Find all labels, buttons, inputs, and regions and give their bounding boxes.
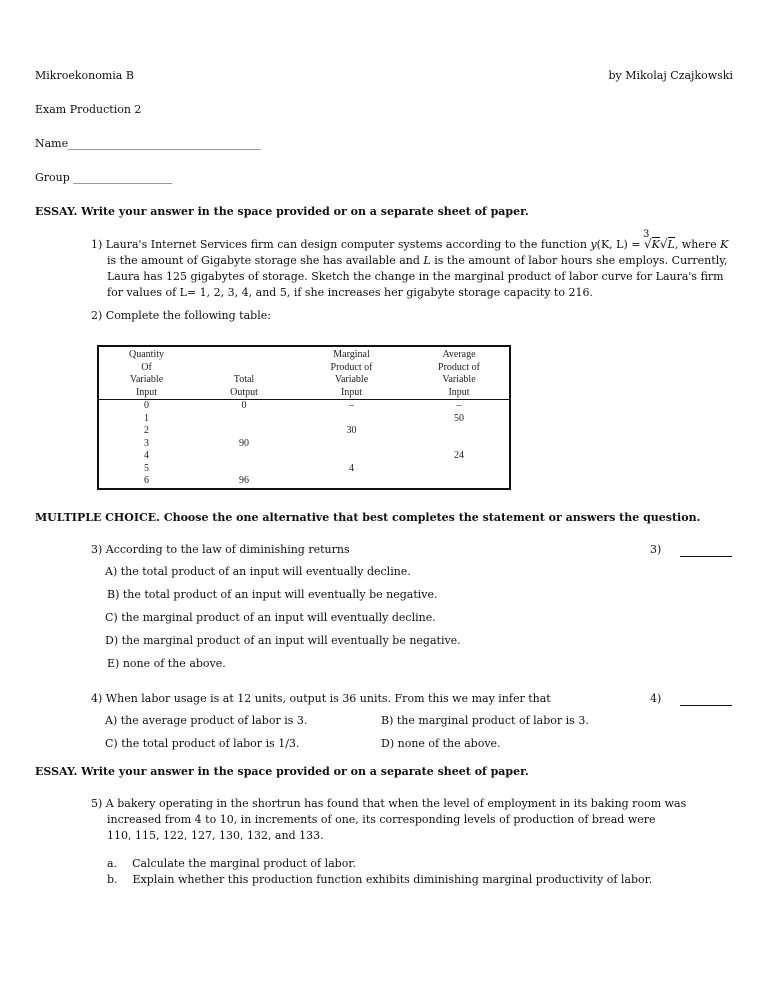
question-number: 2) bbox=[91, 309, 103, 322]
name-field[interactable]: Name___________________________________ bbox=[35, 137, 261, 150]
q4-option-c[interactable]: C) the total product of labor is 1/3. bbox=[105, 737, 300, 750]
answer-label-4: 4) bbox=[650, 692, 662, 705]
q3-option-c[interactable]: C) the marginal product of an input will eventually decline. bbox=[105, 611, 436, 624]
question-2 bbox=[91, 308, 271, 324]
part-label: b. bbox=[107, 873, 118, 886]
section-essay-1: ESSAY. Write your answer in the space provided or on a separate sheet of paper. bbox=[35, 205, 529, 218]
q1-line2-post: is the amount of labor hours she employs. Currently, bbox=[430, 254, 728, 267]
answer-blank-3[interactable] bbox=[680, 544, 732, 557]
question-4 bbox=[91, 691, 551, 707]
header-total-output: Total Output bbox=[194, 346, 294, 400]
group-field[interactable]: Group __________________ bbox=[35, 171, 173, 184]
q3-option-b[interactable]: B) the total product of an input will eventually be negative. bbox=[107, 588, 438, 601]
column-marginal-product: – 30 4 bbox=[346, 400, 357, 474]
function-args: (K, L) = bbox=[596, 238, 644, 251]
question-5 bbox=[91, 796, 686, 844]
var-k-2: K bbox=[720, 238, 729, 251]
q4-option-b[interactable]: B) the marginal product of labor is 3. bbox=[381, 714, 589, 727]
header-marginal-product: Marginal Product of Variable Input bbox=[294, 346, 409, 400]
q5-part-b bbox=[107, 873, 652, 886]
question-1 bbox=[91, 229, 729, 301]
section-essay-2: ESSAY. Write your answer in the space provided or on a separate sheet of paper. bbox=[35, 765, 529, 778]
q1-line2-pre: is the amount of Gigabyte storage she has available and bbox=[107, 254, 424, 267]
column-total-output: 0 90 96 bbox=[239, 400, 249, 486]
q2-text: Complete the following table: bbox=[105, 309, 271, 322]
header-quantity: Quantity Of Variable Input bbox=[98, 346, 194, 400]
question-number: 3) bbox=[91, 543, 103, 556]
q1-line4: for values of L= 1, 2, 3, 4, and 5, if she increases her gigabyte storage capacity to 216. bbox=[107, 286, 593, 299]
q3-option-a[interactable]: A) the total product of an input will eventually decline. bbox=[105, 565, 411, 578]
q1-line1-pre: Laura's Internet Services firm can design computer systems according to the function bbox=[105, 238, 591, 251]
part-label: a. bbox=[107, 857, 118, 870]
author: by Mikolaj Czajkowski bbox=[608, 69, 733, 82]
table-header-row bbox=[98, 346, 510, 400]
q3-option-e[interactable]: E) none of the above. bbox=[107, 657, 226, 670]
production-table bbox=[97, 345, 511, 490]
root-index: 3 bbox=[642, 229, 650, 240]
question-number: 4) bbox=[91, 692, 103, 705]
table-body bbox=[98, 400, 510, 489]
var-l-2: L bbox=[423, 254, 431, 267]
part-text: Explain whether this production function exhibits diminishing marginal productivity of labor. bbox=[132, 873, 653, 886]
q4-text: When labor usage is at 12 units, output is 36 units. From this we may infer that bbox=[105, 692, 551, 705]
var-k: K bbox=[651, 238, 660, 251]
q1-line3: Laura has 125 gigabytes of storage. Sketch the change in the marginal product of labor curve for Laura's firm bbox=[107, 270, 724, 283]
q5-line2: increased from 4 to 10, in increments of one, its corresponding levels of production of bread were bbox=[107, 813, 656, 826]
q4-option-d[interactable]: D) none of the above. bbox=[381, 737, 501, 750]
q4-option-a[interactable]: A) the average product of labor is 3. bbox=[105, 714, 308, 727]
q3-text: According to the law of diminishing returns bbox=[105, 543, 350, 556]
radical-icon: √ bbox=[659, 237, 668, 251]
header-average-product: Average Product of Variable Input bbox=[409, 346, 510, 400]
function-y: y bbox=[590, 238, 597, 251]
radical-icon: √ bbox=[643, 237, 652, 251]
question-number: 5) bbox=[91, 797, 103, 810]
q5-line3: 110, 115, 122, 127, 130, 132, and 133. bbox=[107, 829, 324, 842]
q3-option-d[interactable]: D) the marginal product of an input will eventually be negative. bbox=[105, 634, 461, 647]
question-number: 1) bbox=[91, 238, 103, 251]
question-3 bbox=[91, 542, 350, 558]
answer-label-3: 3) bbox=[650, 543, 662, 556]
cube-root-k bbox=[642, 229, 660, 253]
column-average-product: – 50 24 bbox=[454, 400, 464, 461]
section-multiple-choice: MULTIPLE CHOICE. Choose the one alternative that best completes the statement or answers the question. bbox=[35, 511, 701, 524]
var-l: L bbox=[667, 238, 675, 251]
answer-blank-4[interactable] bbox=[680, 693, 732, 706]
part-text: Calculate the marginal product of labor. bbox=[132, 857, 356, 870]
q5-line1: A bakery operating in the shortrun has found that when the level of employment in its baking room was bbox=[105, 797, 687, 810]
q1-line1-post: , where bbox=[674, 238, 721, 251]
course-title: Mikroekonomia B bbox=[35, 69, 134, 82]
q5-part-a bbox=[107, 857, 356, 870]
exam-title: Exam Production 2 bbox=[35, 103, 142, 116]
column-quantity: 0 1 2 3 4 5 6 bbox=[144, 400, 149, 486]
